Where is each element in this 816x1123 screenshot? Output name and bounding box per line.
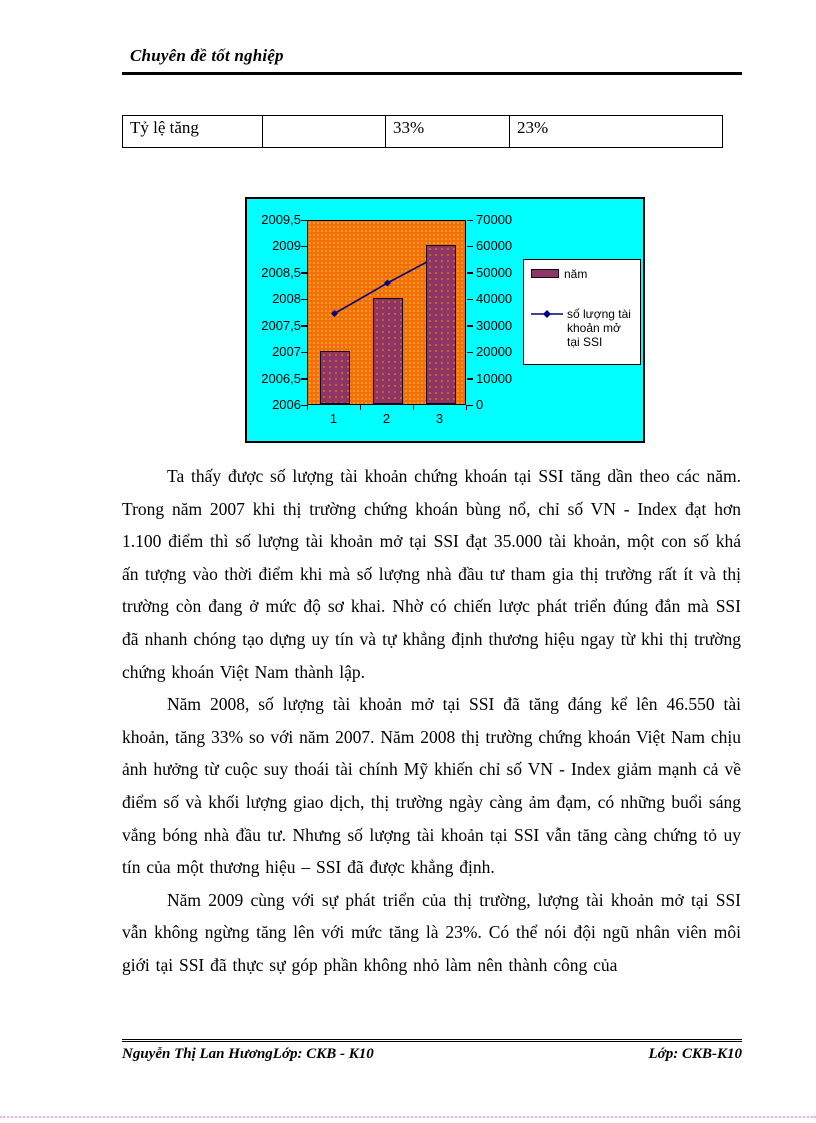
left-axis-tick-label: 2006,5 xyxy=(261,370,301,386)
bar-1 xyxy=(320,351,350,404)
left-axis-tick-mark xyxy=(301,378,307,380)
left-axis-tick-label: 2006 xyxy=(272,397,301,412)
plot-area xyxy=(307,220,466,405)
x-tick-label: 1 xyxy=(329,411,338,426)
left-axis-tick-label: 2009 xyxy=(272,238,301,254)
page-footer xyxy=(122,1046,742,1063)
footer-author: Nguyễn Thị Lan HươngLớp: CKB - K10 xyxy=(122,1046,374,1062)
right-axis-tick-mark xyxy=(467,246,473,248)
page-boundary-dotted-line xyxy=(0,1116,816,1118)
paragraph-2: Năm 2008, số lượng tài khoản mở tại SSI đã tăng đáng kể lên 46.550 tài khoản, tăng 33% so với năm 2007. Năm 2008 thị trường chứng khoán Việt Nam chịu ảnh hưởng từ cuộc suy thoái tài chính Mỹ khiến chỉ số VN - Index giảm mạnh cả về điểm số và khối lượng giao dịch, thị trường ngày càng ảm đạm, có những buổi sáng vắng bóng nhà đầu tư. Nhưng số lượng tài khoản tại SSI vẫn tăng càng chứng tỏ uy tín của một thương hiệu – SSI đã được khẳng định. xyxy=(122,694,742,878)
table-cell-2008: 33% xyxy=(386,116,510,148)
x-tick-label: 3 xyxy=(435,411,444,426)
left-axis-tick-label: 2008,5 xyxy=(261,264,301,280)
paragraph-1: Ta thấy được số lượng tài khoản chứng khoán tại SSI tăng dần theo các năm. Trong năm 2007 khi thị trường chứng khoán bùng nổ, chỉ số VN - Index đạt hơn 1.100 điểm thì số lượng tài khoản mở tại SSI đạt 35.000 tài khoản, một con số khá ấn tượng vào thời điểm khi mà số lượng nhà đầu tư tham gia thị trường rất ít và thị trường còn đang ở mức độ sơ khai. Nhờ có chiến lược phát triển đúng đắn mà SSI đã nhanh chóng tạo dựng uy tín và tự khẳng định thương hiệu ngay từ khi thị trường chứng khoán Việt Nam thành lập. xyxy=(122,466,741,682)
right-axis-tick-mark xyxy=(467,405,473,407)
right-axis-tick-mark xyxy=(467,272,473,274)
right-axis-tick-label: 50000 xyxy=(476,264,513,280)
chart-legend xyxy=(523,259,641,365)
table-row xyxy=(123,116,723,148)
right-axis-tick-label: 60000 xyxy=(476,238,513,254)
table-cell-label: Tỷ lệ tăng xyxy=(123,116,263,148)
right-axis-tick-mark xyxy=(467,378,473,380)
legend-item-line xyxy=(531,307,636,349)
legend-label-line: số lượng tài khoản mở tại SSI xyxy=(567,307,631,349)
legend-item-nam xyxy=(531,267,636,281)
left-axis-tick-label: 2007,5 xyxy=(261,317,301,333)
footer-class: Lớp: CKB-K10 xyxy=(648,1046,742,1062)
x-tick-label: 2 xyxy=(382,411,391,426)
chart xyxy=(245,197,645,443)
bar-2 xyxy=(373,298,403,404)
left-axis-tick-mark xyxy=(301,299,307,301)
left-axis-tick-label: 2008 xyxy=(272,291,301,307)
left-axis-tick-mark xyxy=(301,325,307,327)
page-header-title: Chuyên đề tốt nghiệp xyxy=(130,46,284,65)
header-rule xyxy=(122,72,742,75)
paragraph-3: Năm 2009 cùng với sự phát triển của thị trường, lượng tài khoản mở tại SSI vẫn không ngừng tăng lên với mức tăng là 23%. Có thể nói đội ngũ nhân viên môi giới tại SSI đã thực sự góp phần không nhỏ làm nên thành công của xyxy=(122,889,741,975)
right-axis-tick-mark xyxy=(467,299,473,301)
right-axis-tick-mark xyxy=(467,220,473,222)
right-axis-tick-label: 10000 xyxy=(476,370,513,386)
left-axis-tick-mark xyxy=(301,352,307,354)
left-axis-tick-label: 2009,5 xyxy=(261,212,301,227)
body-text xyxy=(122,460,741,982)
growth-rate-table xyxy=(122,115,723,148)
right-axis-tick-label: 40000 xyxy=(476,291,513,307)
left-axis-tick-label: 2007 xyxy=(272,344,301,360)
legend-label-nam: năm xyxy=(564,267,588,281)
right-axis-tick-mark xyxy=(467,325,473,327)
right-axis-tick-label: 20000 xyxy=(476,344,513,360)
left-axis-tick-mark xyxy=(301,246,307,248)
table-cell-2009: 23% xyxy=(510,116,723,148)
left-axis-tick-mark xyxy=(301,405,307,407)
left-axis-tick-mark xyxy=(301,272,307,274)
x-tick-mark xyxy=(413,405,415,410)
right-axis-tick-mark xyxy=(467,352,473,354)
table-cell-empty xyxy=(263,116,386,148)
footer-rule xyxy=(122,1039,742,1042)
bar-3 xyxy=(426,245,456,404)
right-axis-tick-label: 0 xyxy=(476,397,484,412)
right-axis-tick-label: 70000 xyxy=(476,212,513,227)
right-axis-tick-label: 30000 xyxy=(476,317,513,333)
x-tick-mark xyxy=(360,405,362,410)
left-axis-tick-mark xyxy=(301,220,307,222)
